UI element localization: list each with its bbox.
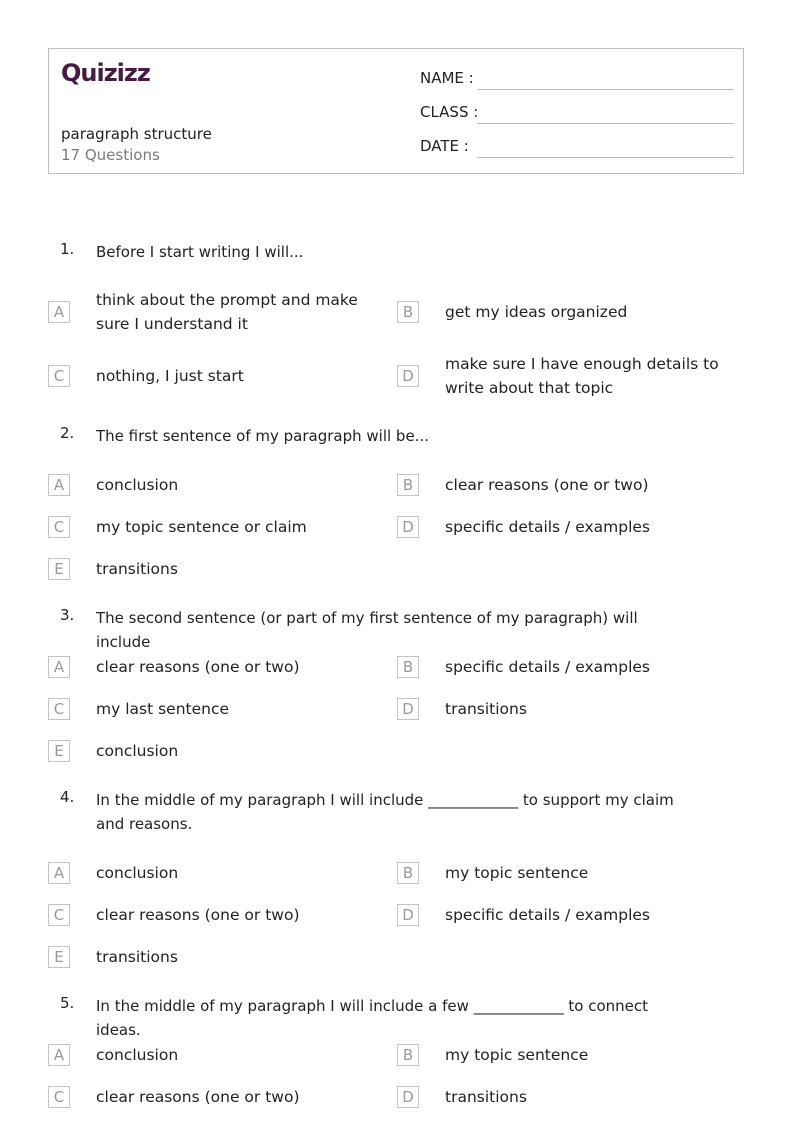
option-text: my last sentence bbox=[96, 700, 230, 718]
option-text: transitions bbox=[445, 700, 527, 718]
option-letter-box: A bbox=[48, 1044, 70, 1066]
date-line bbox=[477, 157, 734, 158]
option-letter-box: A bbox=[48, 301, 70, 323]
question-text: In the middle of my paragraph I will include ____________ to support my claim and reasons. bbox=[96, 791, 674, 833]
option-text: nothing, I just start bbox=[96, 367, 244, 385]
question-count: 17 Questions bbox=[61, 146, 160, 164]
question-text: The first sentence of my paragraph will be... bbox=[96, 427, 429, 445]
option-letter-box: B bbox=[397, 1044, 419, 1066]
option-letter-box: B bbox=[397, 474, 419, 496]
option-letter-box: D bbox=[397, 516, 419, 538]
option-letter-box: E bbox=[48, 740, 70, 762]
option-text: conclusion bbox=[96, 476, 179, 494]
date-field[interactable] bbox=[420, 137, 734, 157]
option-letter-box: D bbox=[397, 1086, 419, 1108]
option-text: conclusion bbox=[96, 864, 179, 882]
question-number: 1. bbox=[60, 240, 75, 258]
option-text: my topic sentence bbox=[445, 1046, 589, 1064]
option-letter-box: E bbox=[48, 558, 70, 580]
option-text: transitions bbox=[445, 1088, 527, 1106]
option-text: think about the prompt and make sure I understand it bbox=[96, 291, 358, 333]
option-letter-box: C bbox=[48, 698, 70, 720]
option-letter-box: A bbox=[48, 656, 70, 678]
option-letter-box: D bbox=[397, 698, 419, 720]
date-label: DATE : bbox=[420, 137, 469, 155]
question-text: In the middle of my paragraph I will include a few ____________ to connect ideas. bbox=[96, 997, 649, 1039]
option-letter-box: E bbox=[48, 946, 70, 968]
option-letter-box: D bbox=[397, 904, 419, 926]
option-text: conclusion bbox=[96, 1046, 179, 1064]
option-letter-box: B bbox=[397, 656, 419, 678]
class-label: CLASS : bbox=[420, 103, 479, 121]
name-field[interactable] bbox=[420, 69, 734, 89]
option-text: specific details / examples bbox=[445, 906, 650, 924]
option-letter-box: C bbox=[48, 365, 70, 387]
class-field[interactable] bbox=[420, 103, 734, 123]
question-number: 4. bbox=[60, 788, 75, 806]
question-text: Before I start writing I will... bbox=[96, 243, 304, 261]
option-text: make sure I have enough details to write about that topic bbox=[445, 355, 719, 397]
option-letter-box: A bbox=[48, 474, 70, 496]
question-number: 2. bbox=[60, 424, 75, 442]
option-text: clear reasons (one or two) bbox=[445, 476, 649, 494]
option-letter-box: A bbox=[48, 862, 70, 884]
option-letter-box: C bbox=[48, 904, 70, 926]
option-text: my topic sentence bbox=[445, 864, 589, 882]
quiz-title: paragraph structure bbox=[61, 125, 212, 143]
option-text: transitions bbox=[96, 560, 178, 578]
option-text: conclusion bbox=[96, 742, 179, 760]
option-letter-box: C bbox=[48, 1086, 70, 1108]
option-text: transitions bbox=[96, 948, 178, 966]
quizizz-logo: Quizizz bbox=[61, 59, 150, 87]
option-letter-box: B bbox=[397, 301, 419, 323]
option-text: clear reasons (one or two) bbox=[96, 906, 300, 924]
option-text: specific details / examples bbox=[445, 658, 650, 676]
name-line bbox=[477, 89, 734, 90]
question-number: 5. bbox=[60, 994, 75, 1012]
worksheet-header bbox=[48, 48, 744, 174]
question-number: 3. bbox=[60, 606, 75, 624]
name-label: NAME : bbox=[420, 69, 474, 87]
question-text: The second sentence (or part of my first sentence of my paragraph) will include bbox=[96, 609, 638, 651]
option-text: clear reasons (one or two) bbox=[96, 1088, 300, 1106]
option-text: specific details / examples bbox=[445, 518, 650, 536]
option-text: get my ideas organized bbox=[445, 303, 628, 321]
option-text: my topic sentence or claim bbox=[96, 518, 307, 536]
option-letter-box: C bbox=[48, 516, 70, 538]
option-text: clear reasons (one or two) bbox=[96, 658, 300, 676]
option-letter-box: D bbox=[397, 365, 419, 387]
option-letter-box: B bbox=[397, 862, 419, 884]
class-line bbox=[477, 123, 734, 124]
